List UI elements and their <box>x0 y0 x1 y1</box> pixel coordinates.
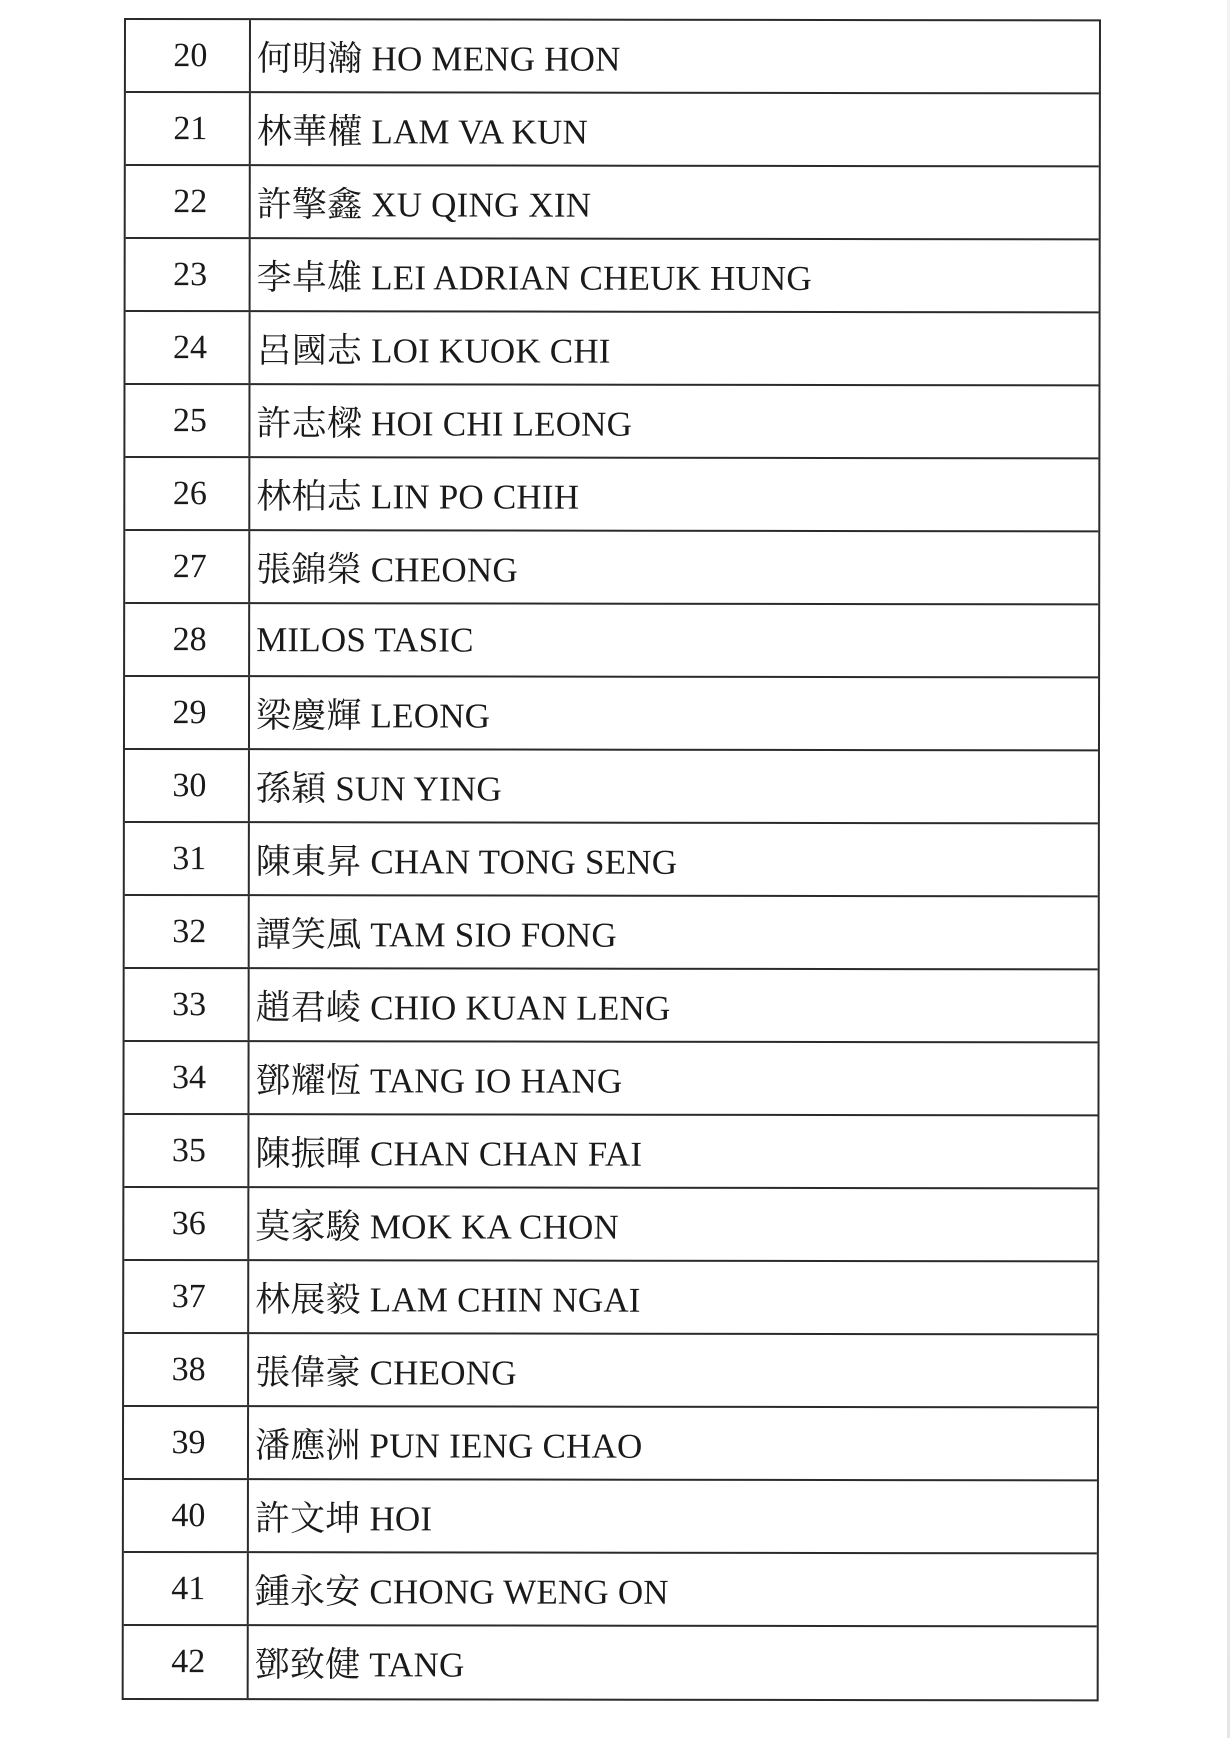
table-row <box>125 604 1098 678</box>
row-name: 陳東昇 CHAN TONG SENG <box>255 841 678 882</box>
row-name: 林華權 LAM VA KUN <box>256 111 589 152</box>
row-name: 鄧致健 TANG <box>254 1645 465 1685</box>
table-row <box>124 1188 1097 1262</box>
row-name: 孫穎 SUN YING <box>255 768 502 809</box>
row-name: 何明瀚 HO MENG HON <box>256 38 621 79</box>
row-name: 梁慶輝 LEONG <box>255 695 491 736</box>
row-number: 34 <box>124 1042 249 1113</box>
table-row <box>126 239 1099 313</box>
table-row <box>124 1334 1097 1408</box>
table-row <box>124 1115 1097 1189</box>
row-number: 33 <box>125 969 250 1040</box>
row-name: 趙君崚 CHIO KUAN LENG <box>255 987 671 1028</box>
table-row <box>126 166 1099 240</box>
row-number: 40 <box>124 1480 249 1551</box>
table-row <box>124 1553 1097 1627</box>
row-number: 41 <box>124 1553 249 1624</box>
row-name: 許擎鑫 XU QING XIN <box>256 184 592 225</box>
row-name: 呂國志 LOI KUOK CHI <box>256 330 611 371</box>
row-name: 許文坤 HOI <box>254 1498 433 1538</box>
row-name: 林柏志 LIN PO CHIH <box>256 476 580 517</box>
row-number: 30 <box>125 750 250 821</box>
row-name: 譚笑風 TAM SIO FONG <box>255 914 617 955</box>
table-row <box>125 458 1098 532</box>
table-row <box>125 531 1098 605</box>
table-row <box>124 1261 1097 1335</box>
row-name: 陳振暉 CHAN CHAN FAI <box>255 1133 643 1174</box>
row-number: 32 <box>125 896 250 967</box>
table-row <box>124 1480 1097 1554</box>
row-number: 42 <box>124 1626 249 1698</box>
row-name: 張偉豪 CHEONG <box>255 1352 517 1393</box>
row-name: 鄧耀恆 TANG IO HANG <box>255 1060 623 1101</box>
row-number: 31 <box>125 823 250 894</box>
table-row <box>125 312 1098 386</box>
row-name: 張錦榮 CHEONG <box>256 549 518 590</box>
row-name: 李卓雄 LEI ADRIAN CHEUK HUNG <box>256 257 812 298</box>
row-number: 22 <box>126 166 251 237</box>
row-name: 鍾永安 CHONG WENG ON <box>254 1571 669 1612</box>
row-number: 24 <box>125 312 250 383</box>
row-name: 潘應洲 PUN IENG CHAO <box>254 1425 643 1466</box>
table-row <box>124 1042 1097 1116</box>
table-row <box>125 823 1098 897</box>
table-row <box>126 20 1099 94</box>
row-name: MILOS TASIC <box>256 619 474 659</box>
row-number: 37 <box>124 1261 249 1332</box>
row-number: 21 <box>126 93 251 164</box>
table-row <box>126 93 1099 167</box>
row-number: 36 <box>124 1188 249 1259</box>
row-number: 28 <box>125 604 250 675</box>
table-row <box>125 750 1098 824</box>
row-name: 許志樑 HOI CHI LEONG <box>256 403 633 444</box>
row-number: 25 <box>125 385 250 456</box>
row-number: 38 <box>124 1334 249 1405</box>
table-row <box>124 1626 1097 1699</box>
table-row <box>124 1407 1097 1481</box>
row-name: 莫家駿 MOK KA CHON <box>255 1206 620 1247</box>
row-number: 26 <box>125 458 250 529</box>
table-row <box>125 969 1098 1043</box>
row-number: 39 <box>124 1407 249 1478</box>
table-row <box>125 385 1098 459</box>
row-name: 林展毅 LAM CHIN NGAI <box>255 1279 641 1320</box>
row-number: 23 <box>126 239 251 310</box>
row-number: 35 <box>124 1115 249 1186</box>
row-number: 29 <box>125 677 250 748</box>
row-number: 27 <box>125 531 250 602</box>
name-list-table <box>122 18 1101 1701</box>
table-row <box>125 677 1098 751</box>
row-number: 20 <box>126 20 251 91</box>
table-row <box>125 896 1098 970</box>
